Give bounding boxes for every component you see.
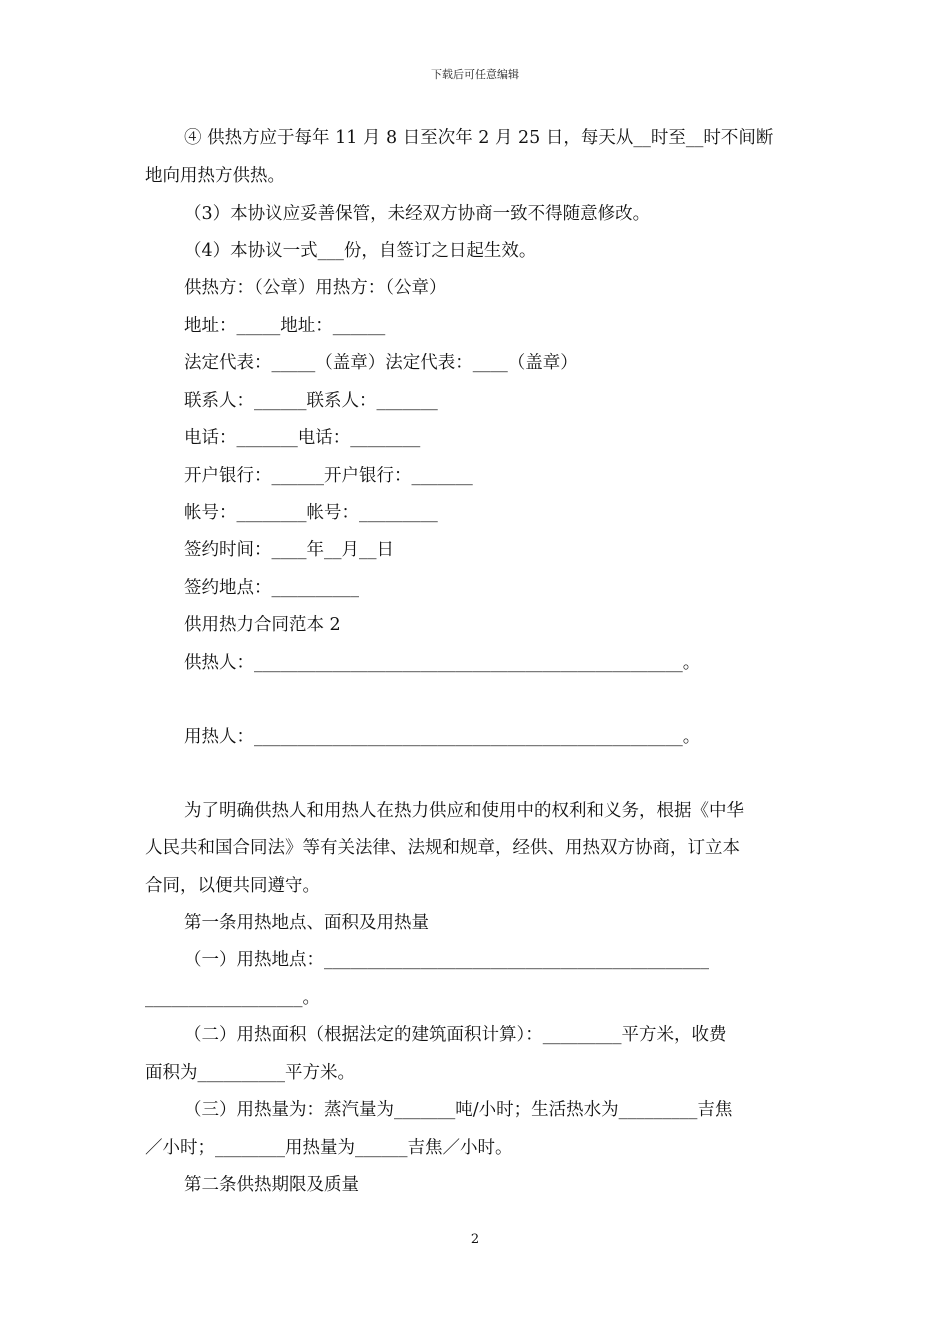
paragraph-line: 地向用热方供热。 bbox=[145, 166, 285, 186]
signature-field-line: 联系人：______联系人：_______ bbox=[184, 391, 438, 411]
paragraph-line: （3）本协议应妥善保管，未经双方协商一致不得随意修改。 bbox=[184, 204, 651, 224]
article-heading: 第二条供热期限及质量 bbox=[184, 1175, 359, 1195]
paragraph-line: 合同，以便共同遵守。 bbox=[145, 876, 320, 896]
party-field-line: 用热人：_________________________________________________。 bbox=[184, 727, 701, 747]
paragraph-line: 为了明确供热人和用热人在热力供应和使用中的权利和义务，根据《中华 bbox=[184, 801, 744, 821]
paragraph-line: （一）用热地点：____________________________________________ bbox=[184, 950, 709, 970]
paragraph-line: 人民共和国合同法》等有关法律、法规和规章，经供、用热双方协商，订立本 bbox=[145, 838, 740, 858]
signature-field-line: 电话：_______电话：________ bbox=[184, 428, 421, 448]
section-title: 供用热力合同范本 2 bbox=[184, 615, 341, 635]
signature-field-line: 开户银行：______开户银行：_______ bbox=[184, 466, 473, 486]
signature-field-line: 法定代表：_____（盖章）法定代表：____（盖章） bbox=[184, 353, 578, 373]
paragraph-line: __________________。 bbox=[145, 988, 320, 1008]
signature-field-line: 帐号：________帐号：_________ bbox=[184, 503, 438, 523]
paragraph-line: ／小时；________用热量为______吉焦／小时。 bbox=[145, 1138, 513, 1158]
page-number: 2 bbox=[470, 1232, 480, 1247]
article-heading: 第一条用热地点、面积及用热量 bbox=[184, 913, 429, 933]
paragraph-line: 面积为__________平方米。 bbox=[145, 1063, 355, 1083]
paragraph-line: （三）用热量为：蒸汽量为_______吨/小时；生活热水为_________吉焦 bbox=[184, 1100, 733, 1120]
page-header: 下载后可任意编辑 bbox=[431, 68, 519, 81]
signature-field-line: 签约地点：__________ bbox=[184, 578, 359, 598]
paragraph-line: （4）本协议一式___份，自签订之日起生效。 bbox=[184, 241, 537, 261]
signature-field-line: 签约时间：____年__月__日 bbox=[184, 540, 394, 560]
signature-field-line: 地址：_____地址：______ bbox=[184, 316, 386, 336]
party-field-line: 供热人：_________________________________________________。 bbox=[184, 653, 701, 673]
paragraph-line: （二）用热面积（根据法定的建筑面积计算）：_________平方米，收费 bbox=[184, 1025, 727, 1045]
paragraph-line: ④ 供热方应于每年 11 月 8 日至次年 2 月 25 日，每天从__时至__时不间断 bbox=[184, 128, 774, 148]
signature-field-line: 供热方：（公章）用热方：（公章） bbox=[184, 278, 447, 298]
